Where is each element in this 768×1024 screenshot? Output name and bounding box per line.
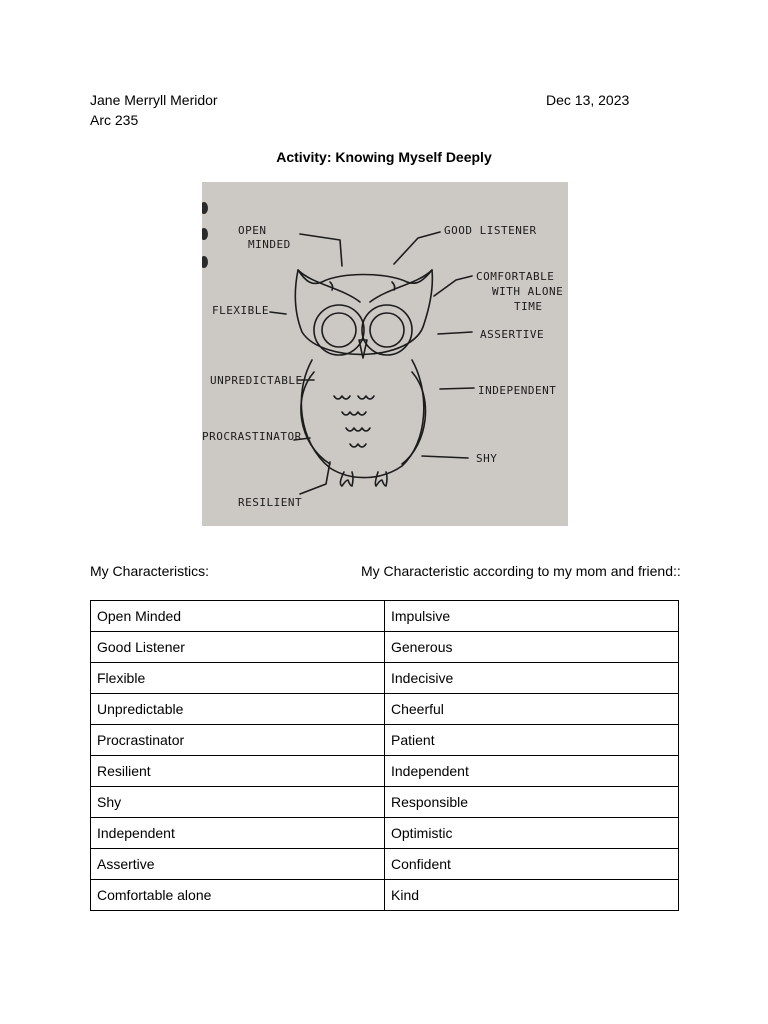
- course-code: Arc 235: [90, 112, 139, 128]
- label-unpredictable: UNPREDICTABLE: [210, 374, 303, 387]
- label-independent: INDEPENDENT: [478, 384, 557, 397]
- label-resilient: RESILIENT: [238, 496, 303, 509]
- others-trait-cell: Generous: [385, 632, 679, 663]
- table-row: [91, 632, 679, 663]
- table-row: [91, 725, 679, 756]
- label-good-listener: GOOD LISTENER: [444, 224, 537, 237]
- owl-drawing: [202, 182, 568, 526]
- my-trait-cell: Flexible: [91, 663, 385, 694]
- others-trait-cell: Patient: [385, 725, 679, 756]
- label-open: OPEN: [238, 224, 267, 237]
- my-characteristics-heading: My Characteristics:: [90, 563, 210, 579]
- my-trait-cell: Comfortable alone: [91, 880, 385, 911]
- my-trait-cell: Good Listener: [91, 632, 385, 663]
- others-trait-cell: Kind: [385, 880, 679, 911]
- my-trait-cell: Resilient: [91, 756, 385, 787]
- others-trait-cell: Optimistic: [385, 818, 679, 849]
- my-trait-cell: Assertive: [91, 849, 385, 880]
- others-trait-cell: Responsible: [385, 787, 679, 818]
- label-comfortable: COMFORTABLE: [476, 270, 555, 283]
- my-trait-cell: Unpredictable: [91, 694, 385, 725]
- my-trait-cell: Shy: [91, 787, 385, 818]
- label-procrastinator: PROCRASTINATOR: [202, 430, 302, 443]
- page-title: Activity: Knowing Myself Deeply: [276, 149, 492, 165]
- table-row: [91, 849, 679, 880]
- owl-drawing-photo: [202, 182, 568, 526]
- label-flexible: FLEXIBLE: [212, 304, 269, 317]
- table-row: [91, 880, 679, 911]
- others-characteristics-heading: My Characteristic according to my mom and friend::: [361, 563, 681, 579]
- others-trait-cell: Confident: [385, 849, 679, 880]
- label-time: TIME: [514, 300, 543, 313]
- label-minded: MINDED: [248, 238, 291, 251]
- table-row: [91, 694, 679, 725]
- owl-figure: [270, 232, 474, 494]
- binder-holes: [202, 202, 208, 268]
- my-trait-cell: Open Minded: [91, 601, 385, 632]
- table-row: [91, 663, 679, 694]
- my-trait-cell: Independent: [91, 818, 385, 849]
- others-trait-cell: Impulsive: [385, 601, 679, 632]
- others-trait-cell: Cheerful: [385, 694, 679, 725]
- document-date: Dec 13, 2023: [546, 92, 630, 108]
- table-row: [91, 756, 679, 787]
- label-with-alone: WITH ALONE: [492, 285, 564, 298]
- label-shy: SHY: [476, 452, 498, 465]
- others-trait-cell: Independent: [385, 756, 679, 787]
- label-assertive: ASSERTIVE: [480, 328, 545, 341]
- table-row: [91, 787, 679, 818]
- table-row: [91, 601, 679, 632]
- table-row: [91, 818, 679, 849]
- student-name: Jane Merryll Meridor: [90, 92, 218, 108]
- my-trait-cell: Procrastinator: [91, 725, 385, 756]
- others-trait-cell: Indecisive: [385, 663, 679, 694]
- characteristics-table: [90, 600, 679, 911]
